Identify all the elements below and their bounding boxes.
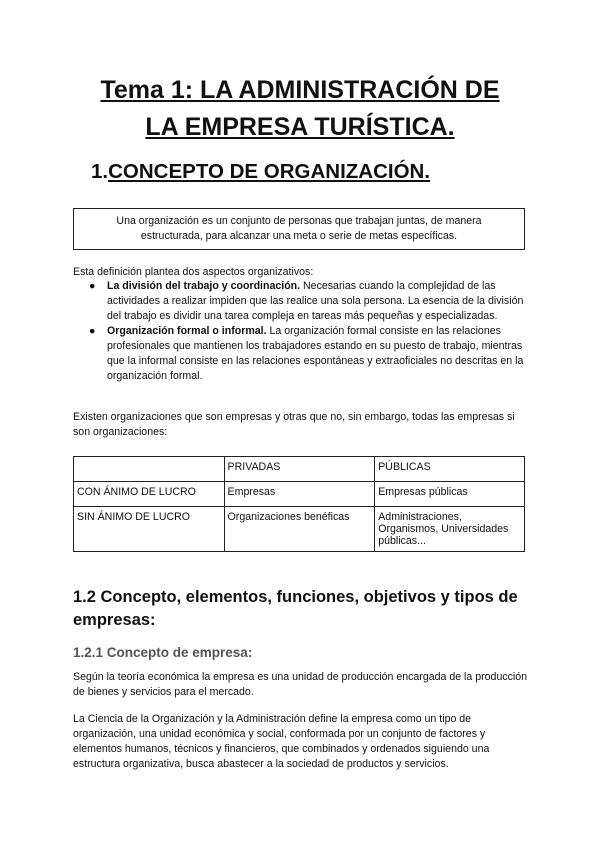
document-title-line-2: LA EMPRESA TURÍSTICA. <box>145 113 455 141</box>
economic-theory-paragraph: Según la teoría económica la empresa es una unidad de producción encargada de la producción de bienes y servicios para el mercado. <box>73 671 528 698</box>
list-item-bold: Organización formal o informal. <box>107 325 267 337</box>
list-item <box>73 279 528 324</box>
table-header-cell: PÚBLICAS <box>375 457 525 482</box>
table-cell: Empresas <box>224 482 375 507</box>
organizations-table <box>73 456 525 552</box>
section-1-heading <box>91 160 430 184</box>
aspects-list <box>73 279 528 384</box>
table-cell: Administraciones, Organismos, Universidades públicas... <box>375 507 525 552</box>
definition-line-2: estructurada, para alcanzar una meta o serie de metas específicas. <box>140 230 458 242</box>
list-item-bold: La división del trabajo y coordinación. <box>107 280 301 292</box>
table-header-row <box>74 457 525 482</box>
table-cell: Organizaciones benéficas <box>224 507 375 552</box>
list-item <box>73 324 528 384</box>
intro-paragraph: Esta definición plantea dos aspectos organizativos: <box>73 266 314 278</box>
table-cell: SIN ÁNIMO DE LUCRO <box>74 507 225 552</box>
list-item-text: La organización formal consiste en las relaciones profesionales que mantienen los trabajadores estando en su puesto de trabajo, mientras que la informal consiste en las relaciones espontáneas y extraoficiales no descritas en la organización formal. <box>107 325 524 382</box>
section-1-2-1-heading: 1.2.1 Concepto de empresa: <box>73 645 253 660</box>
section-1-title: CONCEPTO DE ORGANIZACIÓN. <box>108 160 431 183</box>
table-row <box>74 482 525 507</box>
definition-box <box>73 208 525 250</box>
list-item-text: Necesarias cuando la complejidad de las actividades a realizar impiden que las realice una sola persona. La esencia de la división del trabajo es dividir una tarea compleja en tareas más pequeñas y especializadas. <box>107 280 524 322</box>
bullet-icon: ● <box>89 325 96 337</box>
section-1-2-heading: 1.2 Concepto, elementos, funciones, objetivos y tipos de empresas: <box>73 588 518 629</box>
table-row <box>74 507 525 552</box>
table-header-cell <box>74 457 225 482</box>
table-header-cell: PRIVADAS <box>224 457 375 482</box>
table-cell: Empresas públicas <box>375 482 525 507</box>
existence-paragraph: Existen organizaciones que son empresas y otras que no, sin embargo, todas las empresas si son organizaciones: <box>73 411 515 438</box>
bullet-icon: ● <box>89 280 96 292</box>
section-1-number: 1. <box>91 160 109 183</box>
administration-science-paragraph: La Ciencia de la Organización y la Administración define la empresa como un tipo de organización, una unidad económica y social, conformada por un conjunto de factores y elementos humanos, técnicos y financieros, que combinados y ordenados siguiendo una estructura organizativa, busca abastecer a la sociedad de productos y servicios. <box>73 713 490 770</box>
table-cell: CON ÁNIMO DE LUCRO <box>74 482 225 507</box>
document-title-line-1: Tema 1: LA ADMINISTRACIÓN DE <box>100 76 500 104</box>
definition-line-1: Una organización es un conjunto de personas que trabajan juntas, de manera <box>116 215 482 227</box>
